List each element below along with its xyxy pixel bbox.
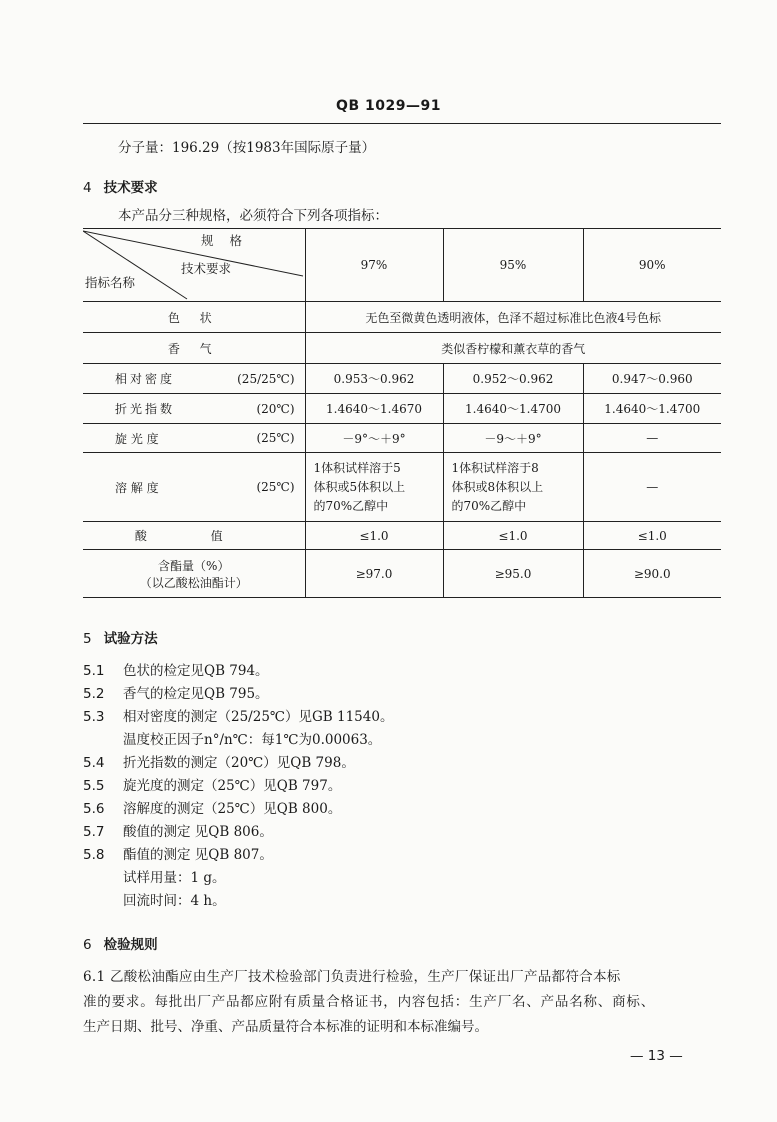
section-6-heading	[83, 933, 158, 953]
item-text: 温度校正因子n°/n℃：每1℃为0.00063。	[123, 732, 382, 748]
list-item	[83, 659, 269, 679]
section-4-number: 4	[83, 180, 92, 196]
list-item	[83, 774, 341, 794]
row-name-acid-value	[83, 522, 305, 550]
spec-table	[83, 228, 721, 598]
item-number: 5.1	[83, 663, 105, 679]
item-text: 试样用量：1 g。	[123, 870, 226, 886]
header-rule	[83, 123, 721, 124]
list-item	[83, 682, 269, 702]
item-text: 香气的检定见QB 795。	[123, 686, 269, 702]
section-6-title: 检验规则	[103, 937, 158, 953]
cell-value: ≥97.0	[305, 550, 443, 598]
item-text: 溶解度的测定（25℃）见QB 800。	[123, 801, 342, 817]
odor-value: 类似香柠檬和薰衣草的香气	[305, 333, 721, 364]
cell-value: ≥95.0	[443, 550, 583, 598]
table-row	[83, 302, 721, 333]
molecular-weight: 分子量：196.29（按1983年国际原子量）	[118, 140, 376, 156]
section-6-number: 6	[83, 937, 92, 953]
item-text: 相对密度的测定（25/25℃）见GB 11540。	[123, 709, 394, 725]
section-4-title: 技术要求	[103, 180, 158, 196]
row-label: 溶 解 度	[115, 480, 159, 495]
item-number: 5.8	[83, 847, 105, 863]
section-4-intro: 本产品分三种规格，必须符合下列各项指标：	[118, 208, 388, 224]
grade-97-header: 97%	[305, 229, 443, 302]
row-condition: (25℃)	[256, 480, 295, 494]
row-condition: (25/25℃)	[237, 371, 295, 386]
row-name-optical-rotation	[83, 424, 305, 453]
item-number: 5.4	[83, 755, 105, 771]
row-name-color	[83, 302, 305, 333]
solubility-line: 体积或8体积以上	[451, 479, 544, 494]
row-label: 酸 值	[134, 529, 253, 543]
item-text: 旋光度的测定（25℃）见QB 797。	[123, 778, 342, 794]
solubility-line: 体积或5体积以上	[313, 479, 406, 494]
cell-value: 0.953～0.962	[305, 364, 443, 394]
row-label: 香 气	[167, 341, 220, 356]
section-5-title: 试验方法	[103, 631, 158, 647]
row-label: 相对密度	[115, 372, 176, 386]
grade-90-header: 90%	[583, 229, 721, 302]
list-item	[83, 820, 273, 840]
list-item	[83, 843, 273, 863]
row-name-density	[83, 364, 305, 394]
corner-cell	[83, 229, 305, 302]
row-label: 色 状	[167, 310, 220, 325]
cell-value: ≤1.0	[583, 522, 721, 550]
table-row	[83, 522, 721, 550]
row-name-solubility	[83, 453, 305, 522]
cell-value: －9°～＋9°	[305, 424, 443, 453]
solubility-line: 的70%乙醇中	[313, 498, 389, 513]
item-number: 5.5	[83, 778, 105, 794]
color-value: 无色至微黄色透明液体，色泽不超过标准比色液4号色标	[305, 302, 721, 333]
table-row	[83, 333, 721, 364]
row-sublabel: （以乙酸松油酯计）	[139, 575, 248, 590]
section-5-heading	[83, 627, 158, 647]
solubility-line: 1体积试样溶于8	[451, 460, 539, 475]
cell-value: —	[583, 424, 721, 453]
section-6-paragraph-line: 生产日期、批号、净重、产品质量符合本标准的证明和本标准编号。	[83, 1019, 488, 1035]
row-label: 旋 光 度	[115, 431, 159, 446]
cell-value: 0.947～0.960	[583, 364, 721, 394]
table-row	[83, 394, 721, 424]
corner-indicator-label: 指标名称	[85, 275, 136, 290]
item-number: 5.6	[83, 801, 105, 817]
table-row	[83, 550, 721, 598]
item-text: 折光指数的测定（20℃）见QB 798。	[123, 755, 355, 771]
item-text: 色状的检定见QB 794。	[123, 663, 269, 679]
section-6-paragraph-line: 6.1 乙酸松油酯应由生产厂技术检验部门负责进行检验，生产厂保证出厂产品都符合本标	[83, 969, 621, 985]
row-name-ester-content	[83, 550, 305, 598]
cell-value: —	[583, 453, 721, 522]
row-label: 折光指数	[115, 402, 176, 416]
table-row	[83, 424, 721, 453]
corner-spec-label: 规 格	[201, 233, 248, 248]
item-text: 酸值的测定 见QB 806。	[123, 824, 273, 840]
solubility-line: 1体积试样溶于5	[313, 460, 401, 475]
item-number: 5.7	[83, 824, 105, 840]
solubility-line: 的70%乙醇中	[451, 498, 527, 513]
page-number: — 13 —	[630, 1048, 683, 1064]
list-item	[83, 728, 381, 748]
cell-value: 1.4640～1.4700	[583, 394, 721, 424]
item-text: 酯值的测定 见QB 807。	[123, 847, 273, 863]
table-row	[83, 453, 721, 522]
cell-value: －9～＋9°	[443, 424, 583, 453]
list-item	[83, 751, 355, 771]
solubility-97	[305, 453, 443, 522]
row-name-odor	[83, 333, 305, 364]
standard-code: QB 1029—91	[336, 98, 441, 114]
cell-value: 1.4640～1.4700	[443, 394, 583, 424]
item-number: 5.3	[83, 709, 105, 725]
item-text: 回流时间：4 h。	[123, 893, 226, 909]
corner-tech-label: 技术要求	[181, 261, 232, 276]
section-6-paragraph-line: 准的要求。每批出厂产品都应附有质量合格证书，内容包括：生产厂名、产品名称、商标、	[83, 994, 655, 1010]
item-number: 5.2	[83, 686, 105, 702]
cell-value: ≥90.0	[583, 550, 721, 598]
solubility-95	[443, 453, 583, 522]
row-condition: (25℃)	[256, 431, 295, 445]
cell-value: 0.952～0.962	[443, 364, 583, 394]
cell-value: ≤1.0	[305, 522, 443, 550]
row-label: 含酯量（%）	[158, 558, 230, 573]
row-condition: (20℃)	[256, 401, 295, 416]
list-item	[83, 797, 341, 817]
row-name-refractive	[83, 394, 305, 424]
grade-95-header: 95%	[443, 229, 583, 302]
cell-value: 1.4640～1.4670	[305, 394, 443, 424]
list-item	[83, 866, 226, 886]
cell-value: ≤1.0	[443, 522, 583, 550]
section-4-heading	[83, 176, 158, 196]
table-row	[83, 364, 721, 394]
list-item	[83, 889, 226, 909]
table-header-row	[83, 229, 721, 302]
list-item	[83, 705, 393, 725]
section-5-number: 5	[83, 631, 92, 647]
